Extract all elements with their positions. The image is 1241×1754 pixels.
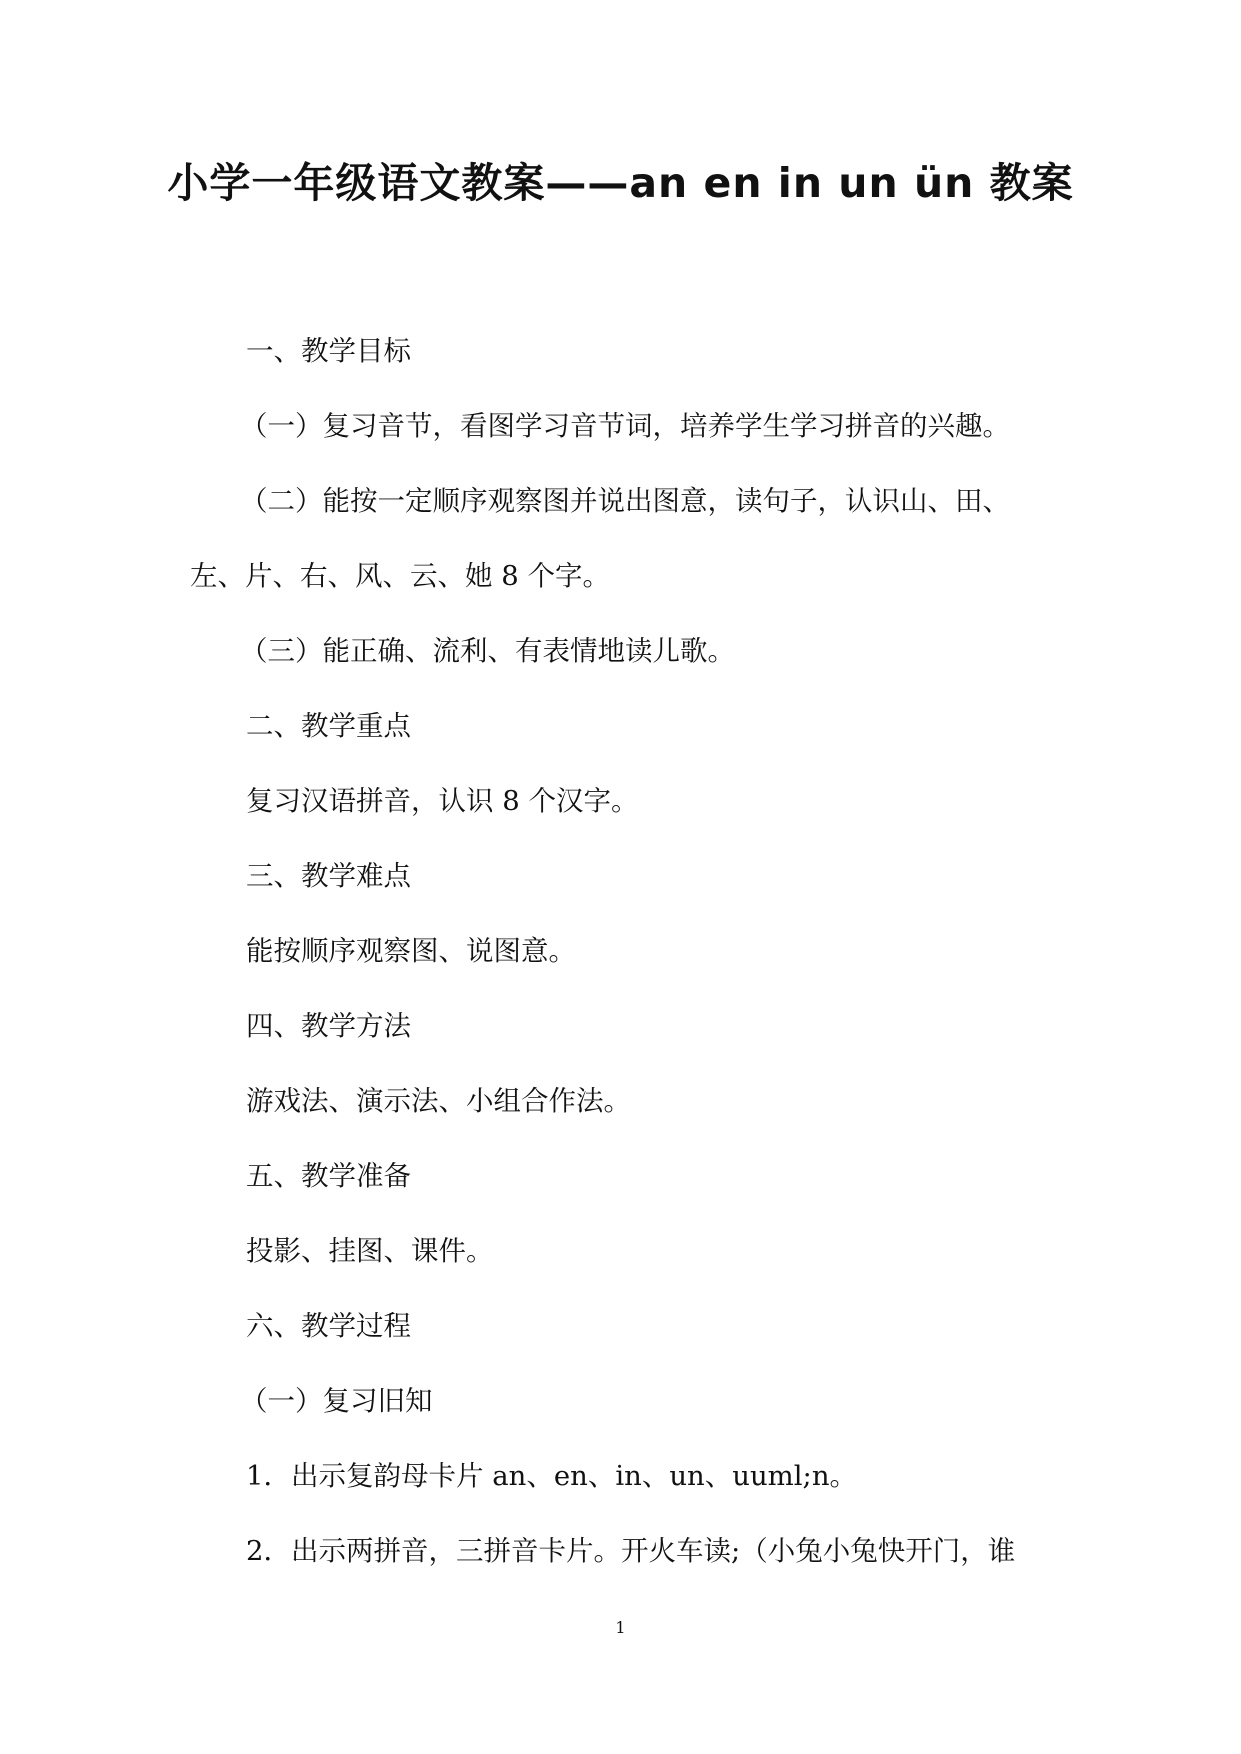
paragraph-key-points: 复习汉语拼音，认识 8 个汉字。 [246,785,639,817]
paragraph-objective-1: （一）复习音节，看图学习音节词，培养学生学习拼音的兴趣。 [240,410,1010,442]
section-heading-methods: 四、教学方法 [246,1010,411,1042]
list-item-1: 1．出示复韵母卡片 an、en、in、un、uuml;n。 [246,1460,858,1492]
section-heading-difficulties: 三、教学难点 [246,860,411,892]
section-heading-key-points: 二、教学重点 [246,710,411,742]
paragraph-methods: 游戏法、演示法、小组合作法。 [246,1085,631,1117]
paragraph-objective-3: （三）能正确、流利、有表情地读儿歌。 [240,635,735,667]
paragraph-preparation: 投影、挂图、课件。 [246,1235,494,1267]
section-heading-process: 六、教学过程 [246,1310,411,1342]
subheading-review: （一）复习旧知 [240,1385,433,1417]
paragraph-objective-2-cont: 左、片、右、风、云、她 8 个字。 [190,560,610,592]
list-item-2: 2．出示两拼音，三拼音卡片。开火车读;（小兔小兔快开门，谁 [246,1535,1016,1567]
section-heading-objectives: 一、教学目标 [246,335,411,367]
paragraph-difficulties: 能按顺序观察图、说图意。 [246,935,576,967]
document-title: 小学一年级语文教案——an en in un ün 教案 [167,159,1074,207]
page-number: 1 [615,1618,626,1637]
paragraph-objective-2: （二）能按一定顺序观察图并说出图意，读句子，认识山、田、 [240,485,1010,517]
section-heading-preparation: 五、教学准备 [246,1160,411,1192]
